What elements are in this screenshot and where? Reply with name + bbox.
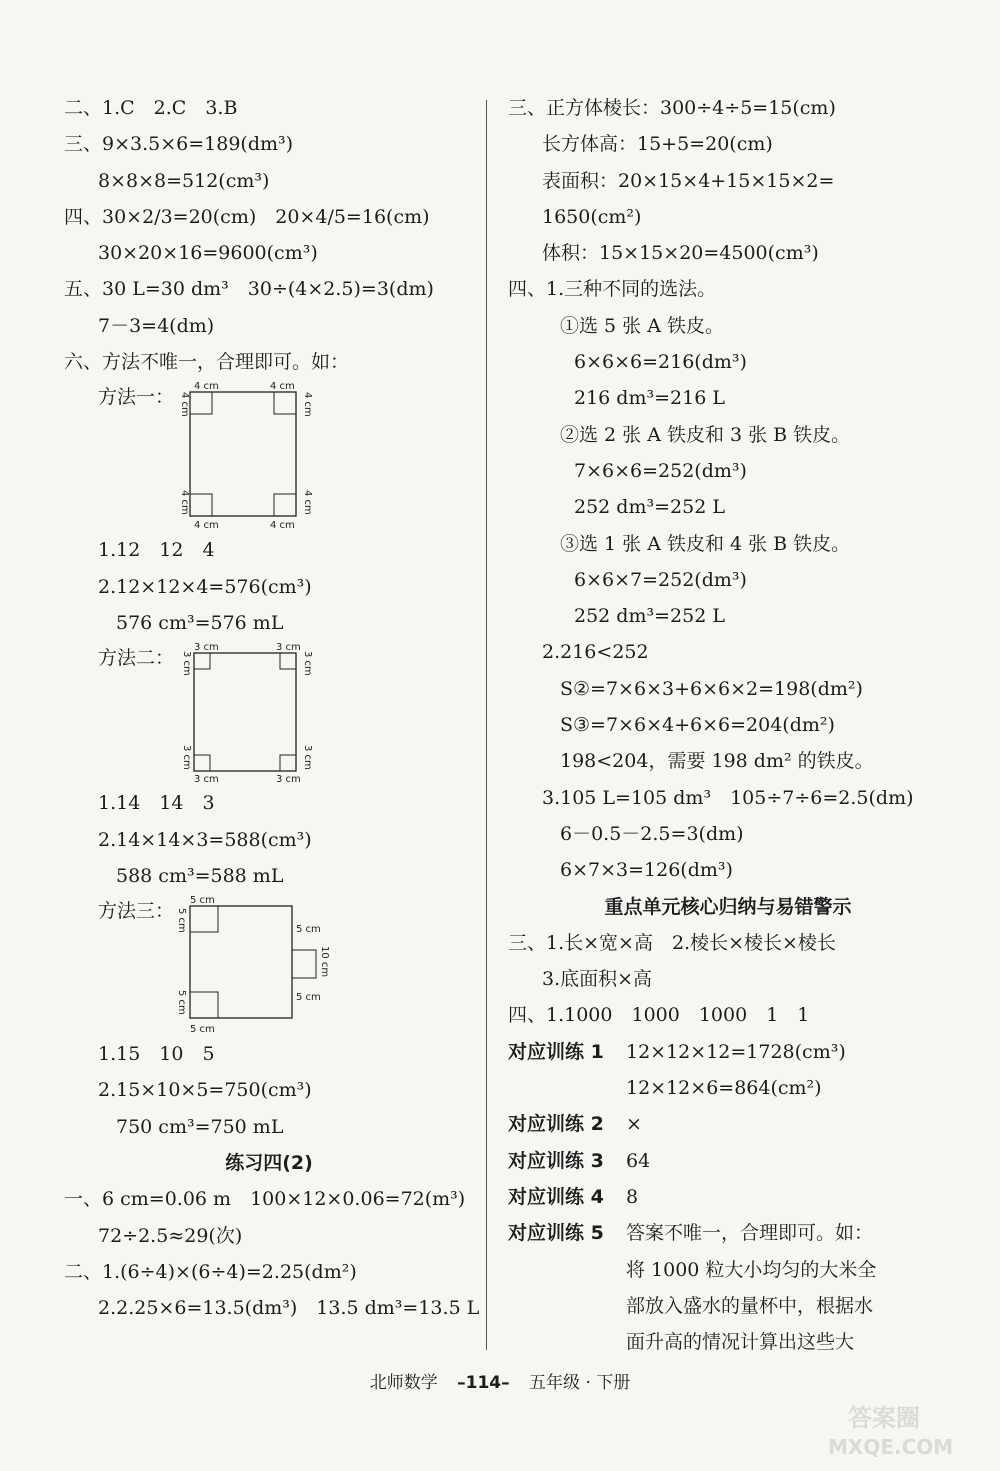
answer-line: 6×7×3=126(dm³): [560, 859, 733, 882]
answer-text: 12×12×12=1728(cm³): [626, 1040, 846, 1063]
dim-label: 4 cm: [270, 381, 295, 393]
column-divider: [486, 100, 487, 1350]
training-row: [508, 1143, 948, 1179]
training-label: 对应训练 2: [508, 1113, 604, 1136]
section-title: 重点单元核心归纳与易错警示: [604, 895, 852, 918]
answer-line: 1.12 12 4: [98, 539, 215, 562]
answer-line: 3.105 L=105 dm³ 105÷7÷6=2.5(dm): [542, 786, 914, 809]
method-1: [64, 380, 474, 532]
method-label: 方法三：: [98, 900, 175, 923]
training-row: [508, 1179, 948, 1215]
right-column: [508, 90, 948, 1360]
training-row: [508, 1215, 948, 1251]
training-label: 对应训练 3: [508, 1149, 604, 1172]
dim-label: 5 cm: [176, 908, 187, 933]
answer-line: 长方体高：15+5=20(cm): [542, 133, 773, 156]
answer-line: 2.15×10×5=750(cm³): [98, 1079, 312, 1102]
square-diagram-2: [64, 641, 364, 785]
answer-line: 表面积：20×15×4+15×15×2=: [542, 169, 835, 192]
answer-line: 将 1000 粒大小均匀的大米全: [626, 1258, 877, 1281]
answer-line: 1650(cm²): [542, 205, 642, 228]
answer-line: 3.底面积×高: [542, 968, 653, 991]
answer-line: 部放入盛水的量杯中，根据水: [626, 1294, 874, 1317]
answer-line: 2.216<252: [542, 641, 649, 664]
dim-label: 3 cm: [194, 774, 219, 786]
rect-diagram-3: [64, 894, 364, 1036]
answer-line: 30×20×16=9600(cm³): [98, 242, 318, 265]
dim-label: 4 cm: [179, 490, 190, 516]
answer-text: 64: [626, 1149, 651, 1172]
training-row: [508, 1106, 948, 1142]
method-3: [64, 894, 474, 1036]
answer-line: 六、方法不唯一，合理即可。如：: [64, 351, 350, 374]
method-label: 方法一：: [98, 386, 175, 409]
dim-label: 4 cm: [194, 381, 219, 393]
square-diagram-1: [64, 380, 364, 532]
answer-line: 四、1.1000 1000 1000 1 1: [508, 1004, 810, 1027]
dim-label: 4 cm: [270, 520, 295, 532]
answer-line: 588 cm³=588 mL: [116, 864, 284, 887]
method-2: [64, 641, 474, 785]
dim-label: 5 cm: [296, 992, 321, 1004]
answer-line: 216 dm³=216 L: [574, 387, 725, 410]
answer-line: 二、1.C 2.C 3.B: [64, 97, 238, 119]
watermark-site: MXQE.COM: [828, 1435, 954, 1459]
method-label: 方法二：: [98, 647, 175, 670]
answer-line: 1.14 14 3: [98, 792, 215, 815]
watermark-logo: [808, 1400, 978, 1460]
dim-label: 4 cm: [194, 520, 219, 532]
answer-line: 五、30 L=30 dm³ 30÷(4×2.5)=3(dm): [64, 278, 434, 301]
dim-label: 3 cm: [302, 745, 313, 771]
grade-name: 五年级 · 下册: [529, 1373, 631, 1393]
answer-line: 750 cm³=750 mL: [116, 1115, 284, 1138]
answer-line: 四、30×2/3=20(cm) 20×4/5=16(cm): [64, 205, 430, 228]
left-column: [64, 90, 480, 1327]
dim-label: 5 cm: [190, 1024, 215, 1036]
answer-line: 面升高的情况计算出这些大: [626, 1331, 855, 1354]
dim-label: 5 cm: [176, 990, 187, 1015]
answer-line: 6×6×7=252(dm³): [574, 568, 747, 591]
dim-label: 3 cm: [276, 642, 301, 654]
answer-line: 6×6×6=216(dm³): [574, 351, 747, 374]
training-label: 对应训练 1: [508, 1040, 604, 1063]
page-number: –114–: [457, 1373, 510, 1393]
dim-label: 10 cm: [319, 946, 330, 978]
answer-line: 252 dm³=252 L: [574, 496, 725, 519]
answer-line: 二、1.(6÷4)×(6÷4)=2.25(dm²): [64, 1260, 357, 1283]
dim-label: 3 cm: [302, 651, 313, 677]
dim-label: 3 cm: [181, 745, 192, 771]
answer-line: ①选 5 张 A 铁皮。: [560, 314, 724, 337]
answer-line: ②选 2 张 A 铁皮和 3 张 B 铁皮。: [560, 423, 851, 446]
answer-line: 6－0.5－2.5=3(dm): [560, 822, 744, 845]
answer-line: 2.12×12×4=576(cm³): [98, 575, 312, 598]
answer-line: 四、1.三种不同的选法。: [508, 278, 717, 301]
answer-line: S②=7×6×3+6×6×2=198(dm²): [560, 677, 863, 700]
answer-line: 198<204，需要 198 dm² 的铁皮。: [560, 750, 874, 773]
answer-line: 252 dm³=252 L: [574, 605, 725, 628]
answer-line: 8×8×8=512(cm³): [98, 169, 270, 192]
answer-line: 2.2.25×6=13.5(dm³) 13.5 dm³=13.5 L: [98, 1297, 480, 1320]
dim-label: 5 cm: [190, 895, 215, 907]
dim-label: 4 cm: [302, 490, 313, 516]
answer-line: 三、正方体棱长：300÷4÷5=15(cm): [508, 97, 836, 119]
answer-line: 1.15 10 5: [98, 1043, 215, 1066]
dim-label: 3 cm: [194, 642, 219, 654]
dim-label: 4 cm: [302, 392, 313, 418]
subject-name: 北师数学: [369, 1373, 438, 1393]
page-footer: [0, 1368, 1000, 1393]
answer-line: ③选 1 张 A 铁皮和 4 张 B 铁皮。: [560, 532, 851, 555]
answer-line: 12×12×6=864(cm²): [626, 1077, 822, 1100]
watermark-text: 答案圈: [848, 1404, 920, 1432]
training-label: 对应训练 5: [508, 1222, 604, 1245]
dim-label: 3 cm: [181, 651, 192, 677]
answer-line: 72÷2.5≈29(次): [98, 1224, 243, 1247]
answer-text: ×: [626, 1113, 642, 1136]
answer-line: S③=7×6×4+6×6=204(dm²): [560, 714, 835, 737]
answer-line: 2.14×14×3=588(cm³): [98, 828, 312, 851]
answer-line: 576 cm³=576 mL: [116, 611, 284, 634]
dim-label: 5 cm: [296, 924, 321, 936]
answer-line: 7×6×6=252(dm³): [574, 459, 747, 482]
answer-line: 体积：15×15×20=4500(cm³): [542, 242, 819, 265]
training-row: [508, 1034, 948, 1070]
answer-line: 一、6 cm=0.06 m 100×12×0.06=72(m³): [64, 1188, 466, 1211]
answer-text: 8: [626, 1185, 639, 1208]
dim-label: 3 cm: [276, 774, 301, 786]
answer-line: 三、1.长×宽×高 2.棱长×棱长×棱长: [508, 931, 836, 954]
answer-line: 三、9×3.5×6=189(dm³): [64, 133, 294, 156]
section-title: 练习四(2): [225, 1152, 313, 1175]
answer-line: 7－3=4(dm): [98, 314, 215, 337]
training-label: 对应训练 4: [508, 1185, 604, 1208]
dim-label: 4 cm: [179, 392, 190, 418]
answer-text: 答案不唯一，合理即可。如：: [626, 1222, 874, 1245]
